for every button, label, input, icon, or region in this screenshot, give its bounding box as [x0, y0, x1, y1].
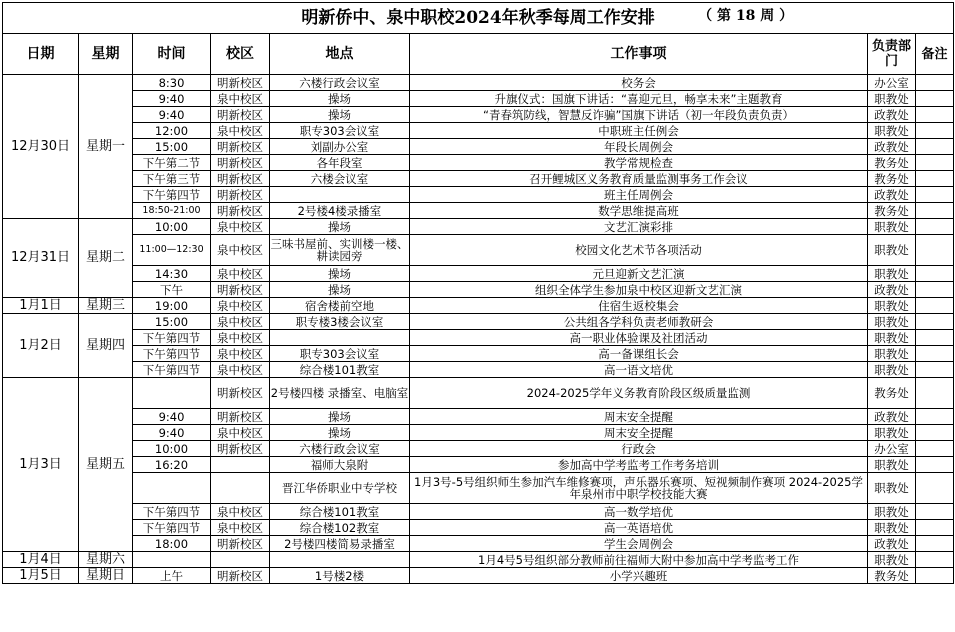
location-cell: 1号楼2楼 — [270, 568, 410, 584]
dept-cell: 教务处 — [868, 155, 916, 171]
table-row — [3, 520, 954, 536]
header-weekday: 星期 — [79, 34, 133, 75]
note-cell — [916, 409, 954, 425]
time-cell — [133, 552, 211, 568]
location-cell: 操场 — [270, 219, 410, 235]
table-row — [3, 504, 954, 520]
task-cell: 高一语文培优 — [410, 362, 868, 378]
task-cell: 小学兴趣班 — [410, 568, 868, 584]
campus-cell: 明新校区 — [211, 203, 270, 219]
location-cell: 操场 — [270, 266, 410, 282]
page-title: 明新侨中、泉中职校2024年秋季每周工作安排 — [301, 8, 655, 28]
campus-cell — [211, 473, 270, 504]
campus-cell: 泉中校区 — [211, 314, 270, 330]
table-row — [3, 378, 954, 409]
task-cell: 高一英语培优 — [410, 520, 868, 536]
table-row — [3, 425, 954, 441]
campus-cell: 明新校区 — [211, 107, 270, 123]
time-cell: 下午第四节 — [133, 362, 211, 378]
campus-cell: 泉中校区 — [211, 235, 270, 266]
task-cell: 周末安全提醒 — [410, 409, 868, 425]
table-row — [3, 457, 954, 473]
dept-cell: 政教处 — [868, 187, 916, 203]
location-cell — [270, 552, 410, 568]
time-cell — [133, 378, 211, 409]
time-cell: 9:40 — [133, 425, 211, 441]
task-cell: 公共组各学科负责老师教研会 — [410, 314, 868, 330]
time-cell: 18:50-21:00 — [133, 203, 211, 219]
time-cell: 下午 — [133, 282, 211, 298]
time-cell: 18:00 — [133, 536, 211, 552]
location-cell: 操场 — [270, 425, 410, 441]
table-row — [3, 298, 954, 314]
note-cell — [916, 219, 954, 235]
task-cell: 班主任周例会 — [410, 187, 868, 203]
note-cell — [916, 235, 954, 266]
dept-cell: 办公室 — [868, 441, 916, 457]
table-row — [3, 314, 954, 330]
dept-cell: 职教处 — [868, 362, 916, 378]
week-label: （ 第 18 周 ） — [698, 8, 794, 24]
note-cell — [916, 187, 954, 203]
location-cell: 晋江华侨职业中专学校 — [270, 473, 410, 504]
dept-cell: 职教处 — [868, 235, 916, 266]
table-row — [3, 330, 954, 346]
task-cell: 中职班主任例会 — [410, 123, 868, 139]
dept-cell: 办公室 — [868, 75, 916, 91]
dept-cell: 职教处 — [868, 219, 916, 235]
table-row — [3, 171, 954, 187]
time-cell: 下午第三节 — [133, 171, 211, 187]
time-cell: 15:00 — [133, 314, 211, 330]
note-cell — [916, 123, 954, 139]
note-cell — [916, 282, 954, 298]
location-cell: 三味书屋前、实训楼一楼、耕读园旁 — [270, 235, 410, 266]
time-cell: 9:40 — [133, 409, 211, 425]
header-date: 日期 — [3, 34, 79, 75]
date-cell: 1月3日 — [3, 378, 79, 552]
task-cell: 高一备课组长会 — [410, 346, 868, 362]
dept-cell: 教务处 — [868, 203, 916, 219]
table-row — [3, 203, 954, 219]
time-cell: 下午第四节 — [133, 187, 211, 203]
note-cell — [916, 520, 954, 536]
location-cell: 2号楼四楼简易录播室 — [270, 536, 410, 552]
task-cell: 校园文化艺术节各项活动 — [410, 235, 868, 266]
table-row — [3, 187, 954, 203]
time-cell: 下午第四节 — [133, 504, 211, 520]
weekday-cell: 星期日 — [79, 568, 133, 584]
note-cell — [916, 362, 954, 378]
dept-cell: 政教处 — [868, 107, 916, 123]
task-cell: 数学思维提高班 — [410, 203, 868, 219]
time-cell: 10:00 — [133, 219, 211, 235]
header-task: 工作事项 — [410, 34, 868, 75]
location-cell: 综合楼101教室 — [270, 362, 410, 378]
location-cell: 职专楼3楼会议室 — [270, 314, 410, 330]
table-row — [3, 441, 954, 457]
table-row — [3, 123, 954, 139]
task-cell: 教学常规检查 — [410, 155, 868, 171]
table-row — [3, 219, 954, 235]
note-cell — [916, 171, 954, 187]
table-row — [3, 91, 954, 107]
dept-cell: 职教处 — [868, 346, 916, 362]
dept-cell: 政教处 — [868, 139, 916, 155]
campus-cell: 明新校区 — [211, 536, 270, 552]
time-cell: 9:40 — [133, 107, 211, 123]
dept-cell: 政教处 — [868, 409, 916, 425]
campus-cell — [211, 552, 270, 568]
location-cell: 操场 — [270, 409, 410, 425]
dept-cell: 职教处 — [868, 314, 916, 330]
dept-cell: 职教处 — [868, 520, 916, 536]
note-cell — [916, 425, 954, 441]
location-cell — [270, 187, 410, 203]
dept-cell: 职教处 — [868, 457, 916, 473]
date-cell: 12月30日 — [3, 75, 79, 219]
time-cell: 下午第二节 — [133, 155, 211, 171]
time-cell: 下午第四节 — [133, 330, 211, 346]
note-cell — [916, 457, 954, 473]
campus-cell: 泉中校区 — [211, 330, 270, 346]
dept-cell: 教务处 — [868, 568, 916, 584]
note-cell — [916, 536, 954, 552]
task-cell: 元旦迎新文艺汇演 — [410, 266, 868, 282]
header-note: 备注 — [916, 34, 954, 75]
note-cell — [916, 552, 954, 568]
campus-cell: 明新校区 — [211, 171, 270, 187]
note-cell — [916, 139, 954, 155]
table-row — [3, 282, 954, 298]
campus-cell: 泉中校区 — [211, 91, 270, 107]
date-cell: 1月1日 — [3, 298, 79, 314]
location-cell: 2号楼4楼录播室 — [270, 203, 410, 219]
weekday-cell: 星期六 — [79, 552, 133, 568]
location-cell: 六楼行政会议室 — [270, 441, 410, 457]
task-cell: 参加高中学考监考工作考务培训 — [410, 457, 868, 473]
note-cell — [916, 298, 954, 314]
task-cell: 住宿生返校集会 — [410, 298, 868, 314]
note-cell — [916, 504, 954, 520]
time-cell: 16:20 — [133, 457, 211, 473]
table-row — [3, 75, 954, 91]
campus-cell: 明新校区 — [211, 409, 270, 425]
table-row — [3, 139, 954, 155]
table-row — [3, 536, 954, 552]
location-cell: 福师大泉附 — [270, 457, 410, 473]
weekday-cell: 星期三 — [79, 298, 133, 314]
dept-cell: 职教处 — [868, 425, 916, 441]
location-cell: 职专303会议室 — [270, 346, 410, 362]
table-row — [3, 362, 954, 378]
header-dept: 负责部门 — [868, 34, 916, 75]
campus-cell — [211, 457, 270, 473]
location-cell: 各年段室 — [270, 155, 410, 171]
task-cell: “青春筑防线，智慧反诈骗”国旗下讲话（初一年段负责负责） — [410, 107, 868, 123]
task-cell: 2024-2025学年义务教育阶段区级质量监测 — [410, 378, 868, 409]
note-cell — [916, 203, 954, 219]
weekday-cell: 星期二 — [79, 219, 133, 298]
campus-cell: 明新校区 — [211, 282, 270, 298]
note-cell — [916, 155, 954, 171]
note-cell — [916, 107, 954, 123]
location-cell: 2号楼四楼 录播室、电脑室 — [270, 378, 410, 409]
time-cell: 9:40 — [133, 91, 211, 107]
note-cell — [916, 266, 954, 282]
campus-cell: 泉中校区 — [211, 219, 270, 235]
time-cell: 11:00—12:30 — [133, 235, 211, 266]
location-cell — [270, 330, 410, 346]
header-location: 地点 — [270, 34, 410, 75]
note-cell — [916, 441, 954, 457]
campus-cell: 泉中校区 — [211, 123, 270, 139]
note-cell — [916, 91, 954, 107]
dept-cell: 职教处 — [868, 123, 916, 139]
header-campus: 校区 — [211, 34, 270, 75]
location-cell: 操场 — [270, 91, 410, 107]
campus-cell: 明新校区 — [211, 139, 270, 155]
task-cell: 1月4号5号组织部分教师前往福师大附中参加高中学考监考工作 — [410, 552, 868, 568]
campus-cell: 明新校区 — [211, 378, 270, 409]
date-cell: 1月4日 — [3, 552, 79, 568]
dept-cell: 职教处 — [868, 473, 916, 504]
task-cell: 高一数学培优 — [410, 504, 868, 520]
note-cell — [916, 75, 954, 91]
table-row — [3, 107, 954, 123]
table-row — [3, 266, 954, 282]
task-cell: 1月3号-5号组织师生参加汽车维修赛项，声乐器乐赛项、短视频制作赛项 2024-2025学年泉州市中职学校技能大赛 — [410, 473, 868, 504]
campus-cell: 泉中校区 — [211, 346, 270, 362]
schedule-body — [3, 75, 954, 584]
campus-cell: 泉中校区 — [211, 362, 270, 378]
task-cell: 年段长周例会 — [410, 139, 868, 155]
dept-cell: 职教处 — [868, 330, 916, 346]
location-cell: 综合楼102教室 — [270, 520, 410, 536]
table-row — [3, 155, 954, 171]
date-cell: 12月31日 — [3, 219, 79, 298]
campus-cell: 泉中校区 — [211, 298, 270, 314]
dept-cell: 政教处 — [868, 282, 916, 298]
dept-cell: 职教处 — [868, 91, 916, 107]
task-cell: 周末安全提醒 — [410, 425, 868, 441]
header-time: 时间 — [133, 34, 211, 75]
dept-cell: 职教处 — [868, 504, 916, 520]
note-cell — [916, 568, 954, 584]
dept-cell: 教务处 — [868, 378, 916, 409]
table-row — [3, 409, 954, 425]
location-cell: 操场 — [270, 107, 410, 123]
campus-cell: 明新校区 — [211, 75, 270, 91]
date-cell: 1月5日 — [3, 568, 79, 584]
date-cell: 1月2日 — [3, 314, 79, 378]
table-row — [3, 346, 954, 362]
time-cell: 上午 — [133, 568, 211, 584]
location-cell: 刘副办公室 — [270, 139, 410, 155]
dept-cell: 职教处 — [868, 298, 916, 314]
table-row — [3, 552, 954, 568]
time-cell: 8:30 — [133, 75, 211, 91]
note-cell — [916, 346, 954, 362]
weekday-cell: 星期四 — [79, 314, 133, 378]
location-cell: 职专303会议室 — [270, 123, 410, 139]
dept-cell: 政教处 — [868, 536, 916, 552]
location-cell: 综合楼101教室 — [270, 504, 410, 520]
task-cell: 组织全体学生参加泉中校区迎新文艺汇演 — [410, 282, 868, 298]
campus-cell: 明新校区 — [211, 568, 270, 584]
time-cell: 12:00 — [133, 123, 211, 139]
time-cell: 15:00 — [133, 139, 211, 155]
location-cell: 六楼会议室 — [270, 171, 410, 187]
campus-cell: 泉中校区 — [211, 504, 270, 520]
task-cell: 升旗仪式：国旗下讲话：“喜迎元旦，畅享未来”主题教育 — [410, 91, 868, 107]
task-cell: 文艺汇演彩排 — [410, 219, 868, 235]
weekday-cell: 星期一 — [79, 75, 133, 219]
task-cell: 行政会 — [410, 441, 868, 457]
table-row — [3, 568, 954, 584]
title-row — [3, 3, 954, 34]
time-cell: 19:00 — [133, 298, 211, 314]
note-cell — [916, 378, 954, 409]
table-row — [3, 235, 954, 266]
time-cell — [133, 473, 211, 504]
dept-cell: 职教处 — [868, 266, 916, 282]
location-cell: 六楼行政会议室 — [270, 75, 410, 91]
task-cell: 高一职业体验课及社团活动 — [410, 330, 868, 346]
time-cell: 10:00 — [133, 441, 211, 457]
campus-cell: 泉中校区 — [211, 425, 270, 441]
campus-cell: 明新校区 — [211, 155, 270, 171]
task-cell: 学生会周例会 — [410, 536, 868, 552]
header-row — [3, 34, 954, 75]
schedule-table — [2, 2, 954, 584]
task-cell: 召开鲤城区义务教育质量监测事务工作会议 — [410, 171, 868, 187]
location-cell: 宿舍楼前空地 — [270, 298, 410, 314]
campus-cell: 明新校区 — [211, 187, 270, 203]
table-row — [3, 473, 954, 504]
note-cell — [916, 473, 954, 504]
time-cell: 下午第四节 — [133, 346, 211, 362]
note-cell — [916, 314, 954, 330]
campus-cell: 泉中校区 — [211, 266, 270, 282]
dept-cell: 教务处 — [868, 171, 916, 187]
location-cell: 操场 — [270, 282, 410, 298]
campus-cell: 明新校区 — [211, 441, 270, 457]
time-cell: 14:30 — [133, 266, 211, 282]
note-cell — [916, 330, 954, 346]
weekday-cell: 星期五 — [79, 378, 133, 552]
task-cell: 校务会 — [410, 75, 868, 91]
campus-cell: 泉中校区 — [211, 520, 270, 536]
time-cell: 下午第四节 — [133, 520, 211, 536]
dept-cell: 职教处 — [868, 552, 916, 568]
